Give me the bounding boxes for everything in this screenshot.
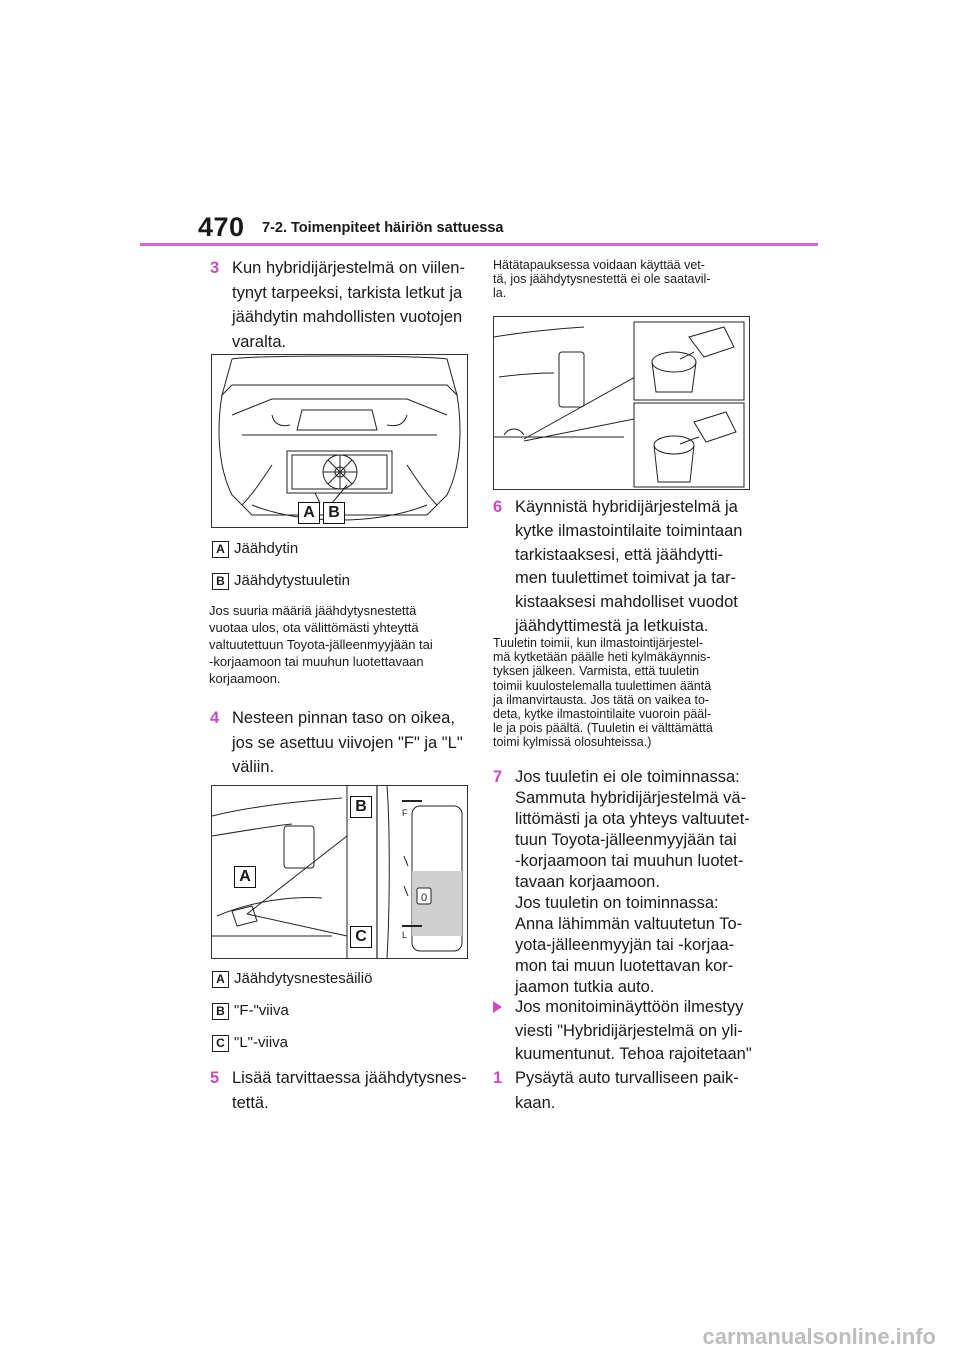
svg-text:0: 0 bbox=[421, 892, 428, 904]
pouring-figure bbox=[493, 316, 750, 490]
label-a: A bbox=[234, 866, 256, 888]
watermark: carmanualsonline.info bbox=[702, 1324, 936, 1349]
legend-key: A bbox=[212, 971, 229, 988]
legend-text: "L"-viiva bbox=[234, 1034, 288, 1051]
label-b: B bbox=[350, 796, 372, 818]
l-mark: L bbox=[402, 930, 408, 940]
step-6 bbox=[493, 496, 758, 639]
step-number: 6 bbox=[493, 498, 503, 516]
step-5 bbox=[210, 1066, 475, 1115]
note-fan: Tuuletin toimii, kun ilmastointijärjestel- mä kytketään päälle heti kylmäkäynnis- tyksen jälkeen. Varmista, että tuuletin toimii kuulostelemalla tuulettimen ääntä ja ilmanvirtausta. Jos tätä on vaikea to- deta, kytke ilmastointilaite vuoroin pääl- le ja pois päältä. (Tuuletin ei välttämättä toimi kylmissä olosuhteissa.) bbox=[493, 636, 713, 750]
reservoir-figure bbox=[211, 785, 468, 959]
legend-item bbox=[212, 968, 467, 990]
step-3 bbox=[210, 256, 470, 354]
step-number: 4 bbox=[210, 709, 220, 727]
step-text: Pysäytä auto turvalliseen paik- kaan. bbox=[515, 1069, 739, 1112]
note-leak: Jos suuria määriä jäähdytysnestettä vuotaa ulos, ota välittömästi yhteyttä valtuutettuun Toyota-jälleenmyyjään tai -korjaamoon tai muuhun luotettavaan korjaamoon. bbox=[209, 603, 433, 686]
step-number: 5 bbox=[210, 1069, 220, 1087]
legend-key: B bbox=[212, 573, 229, 590]
step-text: Nesteen pinnan taso on oikea, jos se asettuu viivojen "F" ja "L" väliin. bbox=[232, 709, 463, 776]
step-text: Jos tuuletin ei ole toiminnassa: Sammuta hybridijärjestelmä vä- littömästi ja ota yhteys valtuutet- tuun Toyota-jälleenmyyjään tai -korjaamoon tai muuhun luotet- tavaan korjaamoon. Jos tuuletin on toiminnassa: Anna lähimmän valtuutetun To- yota-jälleenmyyjän tai -korjaa- mon tai muun luotettavan kor- jaamon tutkia auto. bbox=[515, 768, 750, 996]
step-1 bbox=[493, 1066, 763, 1115]
legend-text: "F-"viiva bbox=[234, 1002, 289, 1019]
pouring-illustration bbox=[494, 317, 749, 489]
step-4 bbox=[210, 706, 475, 780]
legend-text: Jäähdytin bbox=[234, 540, 299, 557]
radiator-figure bbox=[211, 354, 468, 528]
legend-key: C bbox=[212, 1035, 229, 1052]
section-title: 7-2. Toimenpiteet häiriön sattuessa bbox=[262, 220, 504, 236]
legend-1 bbox=[212, 538, 467, 592]
step-number: 7 bbox=[493, 768, 503, 786]
legend-item bbox=[212, 538, 467, 560]
label-a: A bbox=[298, 502, 320, 524]
legend-text: Jäähdytysnestesäiliö bbox=[234, 970, 373, 987]
note-water: Hätätapauksessa voidaan käyttää vet- tä, jos jäähdytysnestettä ei ole saatavil- la. bbox=[493, 258, 711, 301]
legend-text: Jäähdytystuuletin bbox=[234, 572, 350, 589]
legend-key: A bbox=[212, 541, 229, 558]
label-b: B bbox=[323, 502, 345, 524]
step-text: Lisää tarvittaessa jäähdytysnes- tettä. bbox=[232, 1069, 467, 1112]
legend-item bbox=[212, 1032, 467, 1054]
f-mark: F bbox=[402, 808, 408, 818]
label-c: C bbox=[350, 926, 372, 948]
step-text: Käynnistä hybridijärjestelmä ja kytke ilmastointilaite toimintaan tarkistaaksesi, että jäähdytti- men tuulettimet toimivat ja tar- kistaaksesi mahdolliset vuodot jäähdyttimestä ja letkuista. bbox=[515, 498, 743, 635]
page-number: 470 bbox=[198, 212, 245, 242]
legend-item bbox=[212, 1000, 467, 1022]
bullet-overheat bbox=[493, 996, 763, 1067]
legend-item bbox=[212, 570, 467, 592]
step-number: 3 bbox=[210, 259, 220, 277]
legend-2 bbox=[212, 968, 467, 1054]
arrow-bullet-icon bbox=[493, 1001, 502, 1013]
bullet-text: Jos monitoiminäyttöön ilmestyy viesti "Hybridijärjestelmä on yli- kuumentunut. Tehoa rajoitetaan" bbox=[515, 998, 752, 1063]
header-divider bbox=[140, 243, 818, 246]
step-text: Kun hybridijärjestelmä on viilen- tynyt tarpeeksi, tarkista letkut ja jäähdytin mahdollisten vuotojen varalta. bbox=[232, 259, 465, 351]
legend-key: B bbox=[212, 1003, 229, 1020]
step-7 bbox=[493, 767, 763, 998]
step-number: 1 bbox=[493, 1069, 503, 1087]
